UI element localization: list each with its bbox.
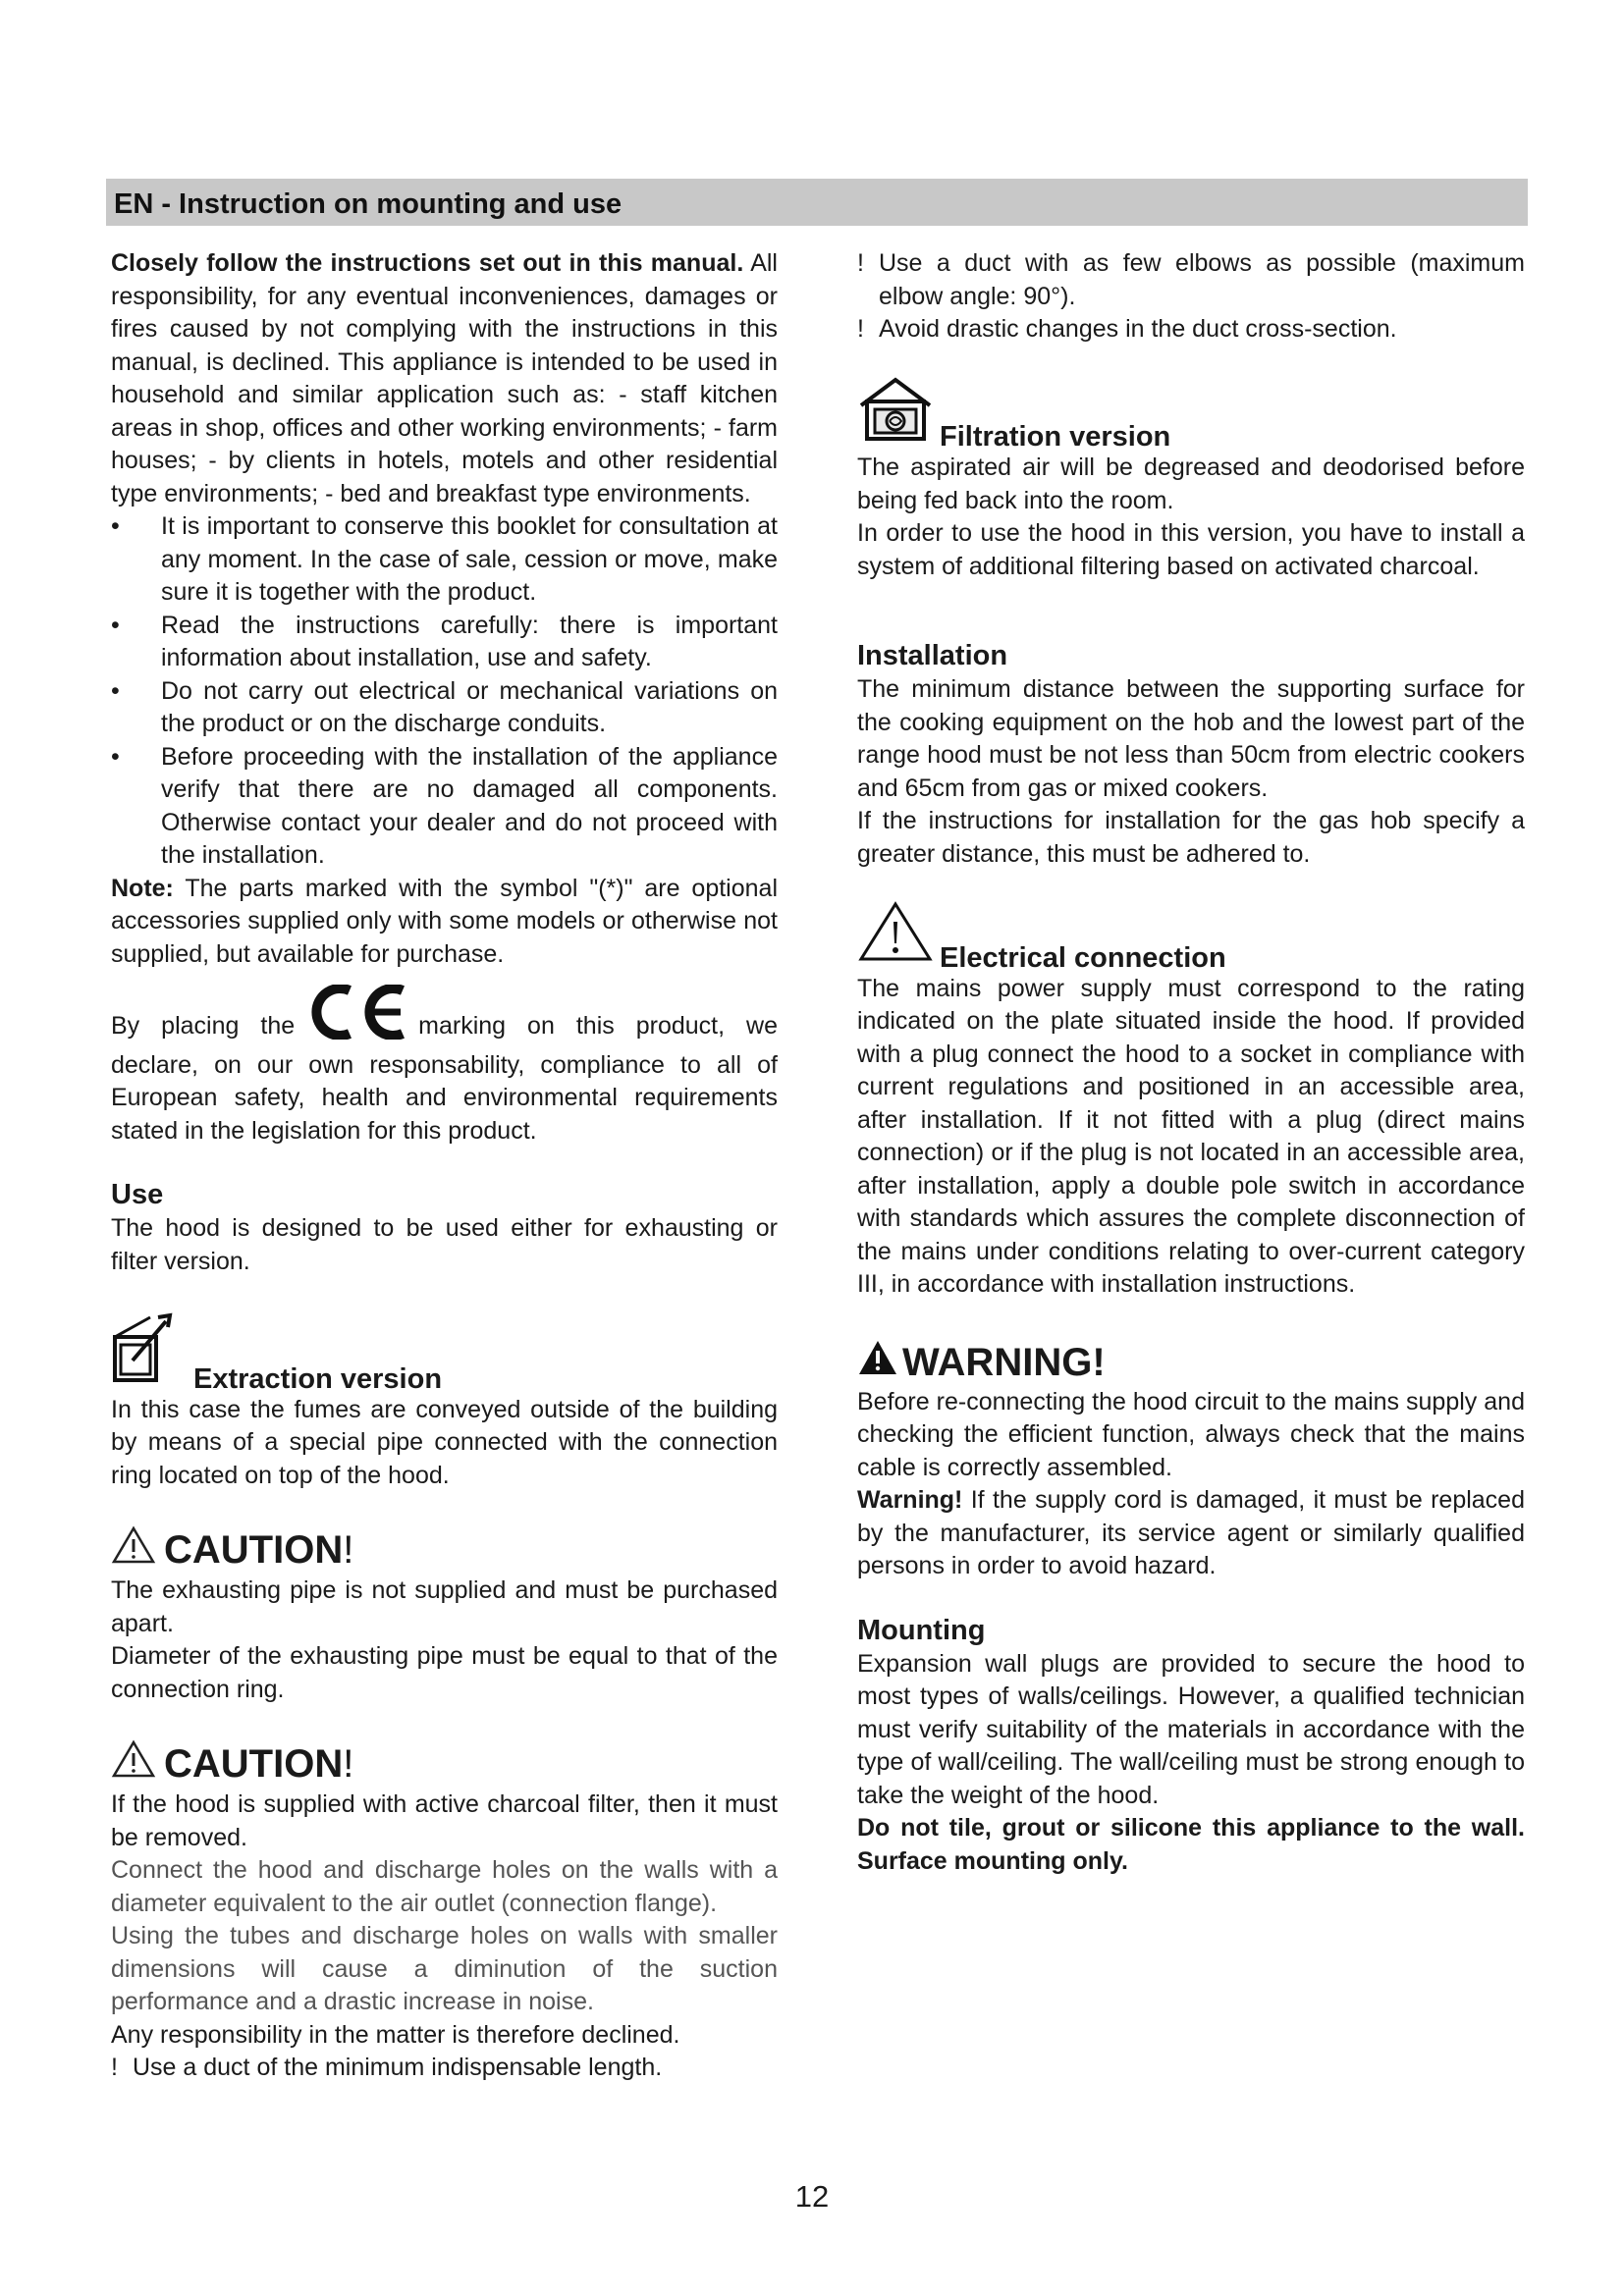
extraction-icon (111, 1311, 188, 1394)
list-item (857, 313, 1525, 347)
section-header: EN - Instruction on mounting and use (106, 179, 1528, 226)
bang-text: Use a duct of the minimum indispensable length. (133, 2054, 663, 2081)
caution2-text: If the hood is supplied with active charcoal filter, then it must be removed. (111, 1790, 778, 1851)
caution-heading (111, 1739, 778, 1789)
note-label: Note: (111, 874, 174, 902)
note-paragraph (111, 873, 778, 972)
caution-exclamation: ! (343, 1528, 354, 1572)
caution-label: CAUTION (164, 1742, 344, 1786)
warning-label: WARNING! (902, 1340, 1106, 1384)
warning-text (857, 1484, 1525, 1583)
electrical-heading: Electrical connection (940, 941, 1226, 974)
ce-mark-icon (304, 985, 408, 1049)
note-text: The parts marked with the symbol "(*)" are optional accessories supplied only with some models or otherwise not supplied, but available for purchase. (111, 874, 778, 968)
left-column (111, 247, 778, 2085)
ce-text-after: marking on this product, we declare, on our own responsability, compliance to all of European safety, health and environmental requirements stated in the legislation for this product. (111, 1012, 779, 1145)
ce-text-before: By placing the (111, 1012, 296, 1040)
caution-exclamation: ! (343, 1742, 354, 1786)
list-item (857, 247, 1525, 313)
intro-paragraph (111, 247, 778, 510)
list-item (111, 741, 778, 873)
bang-mark: ! (857, 249, 864, 277)
use-text: The hood is designed to be used either for exhausting or filter version. (111, 1214, 778, 1275)
bullet-text: Before proceeding with the installation of the appliance verify that there are no damaged all components. Otherwise contact your dealer and do not proceed with the installation. (161, 742, 778, 869)
filtration-heading: Filtration version (940, 421, 1171, 453)
bang-text: Use a duct with as few elbows as possible (maximum elbow angle: 90°). (879, 249, 1525, 310)
list-item (111, 510, 778, 610)
caution2-gray-text: Using the tubes and discharge holes on walls with smaller dimensions will cause a diminution of the suction performance and a drastic increase in noise. (111, 1922, 778, 2015)
list-item (111, 2052, 778, 2085)
installation-heading: Installation (857, 640, 1008, 671)
filtration-text: The aspirated air will be degreased and deodorised before being fed back into the room. (857, 454, 1525, 514)
right-column (857, 247, 1525, 1878)
warning-text: Before re-connecting the hood circuit to the mains supply and checking the efficient function, always check that the mains cable is correctly assembled. (857, 1387, 1525, 1481)
bang-text: Avoid drastic changes in the duct cross-section. (879, 315, 1397, 343)
caution-triangle-icon (111, 1525, 164, 1575)
electrical-heading-row (857, 900, 1525, 973)
filtration-text: In order to use the hood in this version, you have to install a system of additional filtering based on activated charcoal. (857, 519, 1525, 580)
bullet-text: It is important to conserve this booklet for consultation at any moment. In the case of sale, cession or move, make sure it is together with the product. (161, 512, 778, 606)
bullet-text: Do not carry out electrical or mechanical variations on the product or on the discharge conduits. (161, 676, 778, 737)
caution-triangle-icon (111, 1739, 164, 1789)
filtration-heading-row (857, 376, 1525, 453)
bullet-mark: • (111, 512, 120, 540)
installation-text: The minimum distance between the supporting surface for the cooking equipment on the hob and the lowest part of the range hood must be not less than 50cm from electric cookers and 65cm from gas or mixed cookers. (857, 675, 1525, 802)
caution1-text: Diameter of the exhausting pipe must be equal to that of the connection ring. (111, 1642, 778, 1703)
caution-heading (111, 1525, 778, 1575)
extraction-text: In this case the fumes are conveyed outside of the building by means of a special pipe connected with the connection ring located on top of the hood. (111, 1395, 778, 1489)
warning-inline-text: If the supply cord is damaged, it must be replaced by the manufacturer, its service agent or similarly qualified persons in order to avoid hazard. (857, 1486, 1525, 1579)
electrical-text: The mains power supply must correspond to the rating indicated on the plate situated inside the hood. If provided with a plug connect the hood to a socket in compliance with current regulations and positioned in an accessible area, after installation. If it not fitted with a plug (direct mains connection) or if the plug is not located in an accessible area, after installation, apply a double pole switch in accordance with standards which assures the complete disconnection of the mains under conditions relating to over-current category III, in accordance with installation instructions. (857, 974, 1525, 1298)
use-heading: Use (111, 1179, 164, 1210)
bang-mark: ! (857, 315, 864, 343)
caution2-gray-text: Connect the hood and discharge holes on the walls with a diameter equivalent to the air outlet (connection flange). (111, 1856, 778, 1917)
extraction-heading-row (111, 1311, 778, 1394)
electrical-warning-icon (857, 900, 934, 973)
list-item (111, 610, 778, 675)
bullet-text: Read the instructions carefully: there is important information about installation, use and safety. (161, 611, 778, 671)
caution-label: CAUTION (164, 1528, 344, 1572)
intro-bold: Closely follow the instructions set out in this manual. (111, 249, 744, 277)
bang-mark: ! (111, 2054, 118, 2081)
caution1-text: The exhausting pipe is not supplied and must be purchased apart. (111, 1576, 778, 1637)
bullet-mark: • (111, 742, 120, 771)
page-number: 12 (794, 2179, 830, 2214)
warning-heading (857, 1339, 1525, 1386)
mounting-text: Expansion wall plugs are provided to secure the hood to most types of walls/ceilings. However, a qualified technician must verify suitability of the materials in accordance with the type of wall/ceiling. The wall/ceiling must be strong enough to take the weight of the hood. (857, 1649, 1525, 1809)
mounting-heading: Mounting (857, 1614, 986, 1646)
bullet-mark: • (111, 611, 120, 639)
warning-triangle-icon (857, 1339, 902, 1386)
list-item (111, 675, 778, 741)
installation-text: If the instructions for installation for the gas hob specify a greater distance, this must be adhered to. (857, 807, 1525, 868)
filtration-icon (857, 376, 934, 453)
caution2-text: Any responsibility in the matter is therefore declined. (111, 2020, 680, 2049)
warning-inline-label: Warning! (857, 1486, 963, 1514)
mounting-bold-text: Do not tile, grout or silicone this appliance to the wall. Surface mounting only. (857, 1814, 1525, 1875)
intro-text: All responsibility, for any eventual inconveniences, damages or fires caused by not complying with the instructions in this manual, is declined. This appliance is intended to be used in household and similar application such as: - staff kitchen areas in shop, offices and other working environments; - farm houses; - by clients in hotels, motels and other residential type environments; - bed and breakfast type environments. (111, 249, 778, 507)
ce-paragraph (111, 985, 778, 1148)
extraction-heading: Extraction version (193, 1362, 443, 1395)
bullet-mark: • (111, 676, 120, 705)
